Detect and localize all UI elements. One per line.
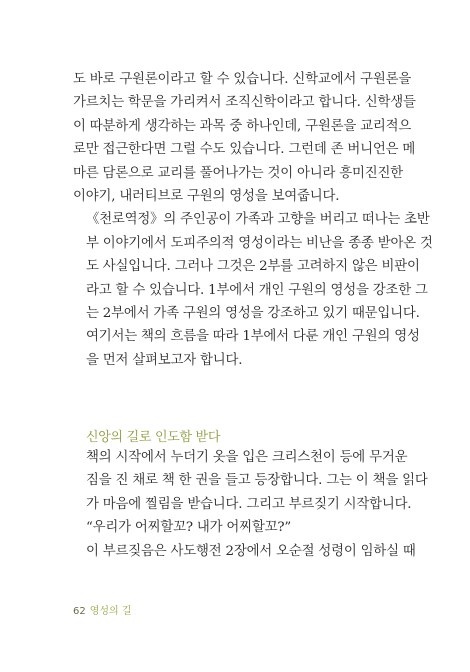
text-line: 가 마음에 찔림을 받습니다. 그리고 부르짖기 시작합니다. bbox=[86, 496, 412, 512]
text-line: 는 2부에서 가족 구원의 영성을 강조하고 있기 때문입니다. bbox=[86, 306, 420, 322]
page-number: 62 bbox=[73, 606, 86, 617]
text-line: 짐을 진 채로 책 한 권을 들고 등장합니다. 그는 이 책을 읽다 bbox=[86, 473, 428, 489]
section-heading: 신앙의 길로 인도함 받다 bbox=[86, 430, 221, 445]
text-line: 로만 접근한다면 그럴 수도 있습니다. 그런데 존 버니언은 메 bbox=[73, 142, 416, 158]
text-line: 마른 담론으로 교리를 풀어나가는 것이 아니라 흥미진진한 bbox=[73, 165, 403, 181]
text-line: 이 따분하게 생각하는 과목 중 하나인데, 구원론을 교리적으 bbox=[73, 118, 412, 134]
text-line: 도 사실입니다. 그러나 그것은 2부를 고려하지 않은 비판이 bbox=[86, 259, 420, 275]
text-line: 부 이야기에서 도피주의적 영성이라는 비난을 종종 받아온 것 bbox=[86, 235, 433, 251]
text-line: “우리가 어찌할꼬? 내가 어찌할꼬?” bbox=[86, 520, 291, 536]
text-line: 이 부르짖음은 사도행전 2장에서 오순절 성령이 임하실 때 bbox=[86, 543, 416, 559]
paragraph bbox=[73, 540, 416, 563]
text-line: 책의 시작에서 누더기 옷을 입은 크리스천이 등에 무거운 bbox=[86, 450, 408, 465]
text-line: 여기서는 책의 흐름을 따라 1부에서 다룬 개인 구원의 영성 bbox=[86, 329, 420, 345]
text-line: 《천로역정》의 주인공이 가족과 고향을 버리고 떠나는 초반 bbox=[86, 212, 430, 228]
paragraph bbox=[73, 516, 399, 539]
paragraph bbox=[73, 325, 420, 372]
paragraph bbox=[73, 208, 433, 325]
text-line: 을 먼저 살펴보고자 합니다. bbox=[86, 352, 243, 368]
text-line: 이야기, 내러티브로 구원의 영성을 보여줍니다. bbox=[73, 189, 340, 205]
body-text-top bbox=[73, 68, 433, 372]
book-title: 영성의 길 bbox=[89, 606, 132, 617]
page-footer bbox=[73, 602, 132, 617]
text-line: 라고 할 수 있습니다. 1부에서 개인 구원의 영성을 강조한 그 bbox=[86, 282, 428, 298]
body-text-bottom bbox=[73, 446, 428, 563]
paragraph bbox=[73, 446, 428, 516]
paragraph bbox=[73, 68, 416, 208]
text-line: 가르치는 학문을 가리켜서 조직신학이라고 합니다. 신학생들 bbox=[73, 95, 416, 111]
text-line: 도 바로 구원론이라고 할 수 있습니다. 신학교에서 구원론을 bbox=[73, 72, 412, 87]
